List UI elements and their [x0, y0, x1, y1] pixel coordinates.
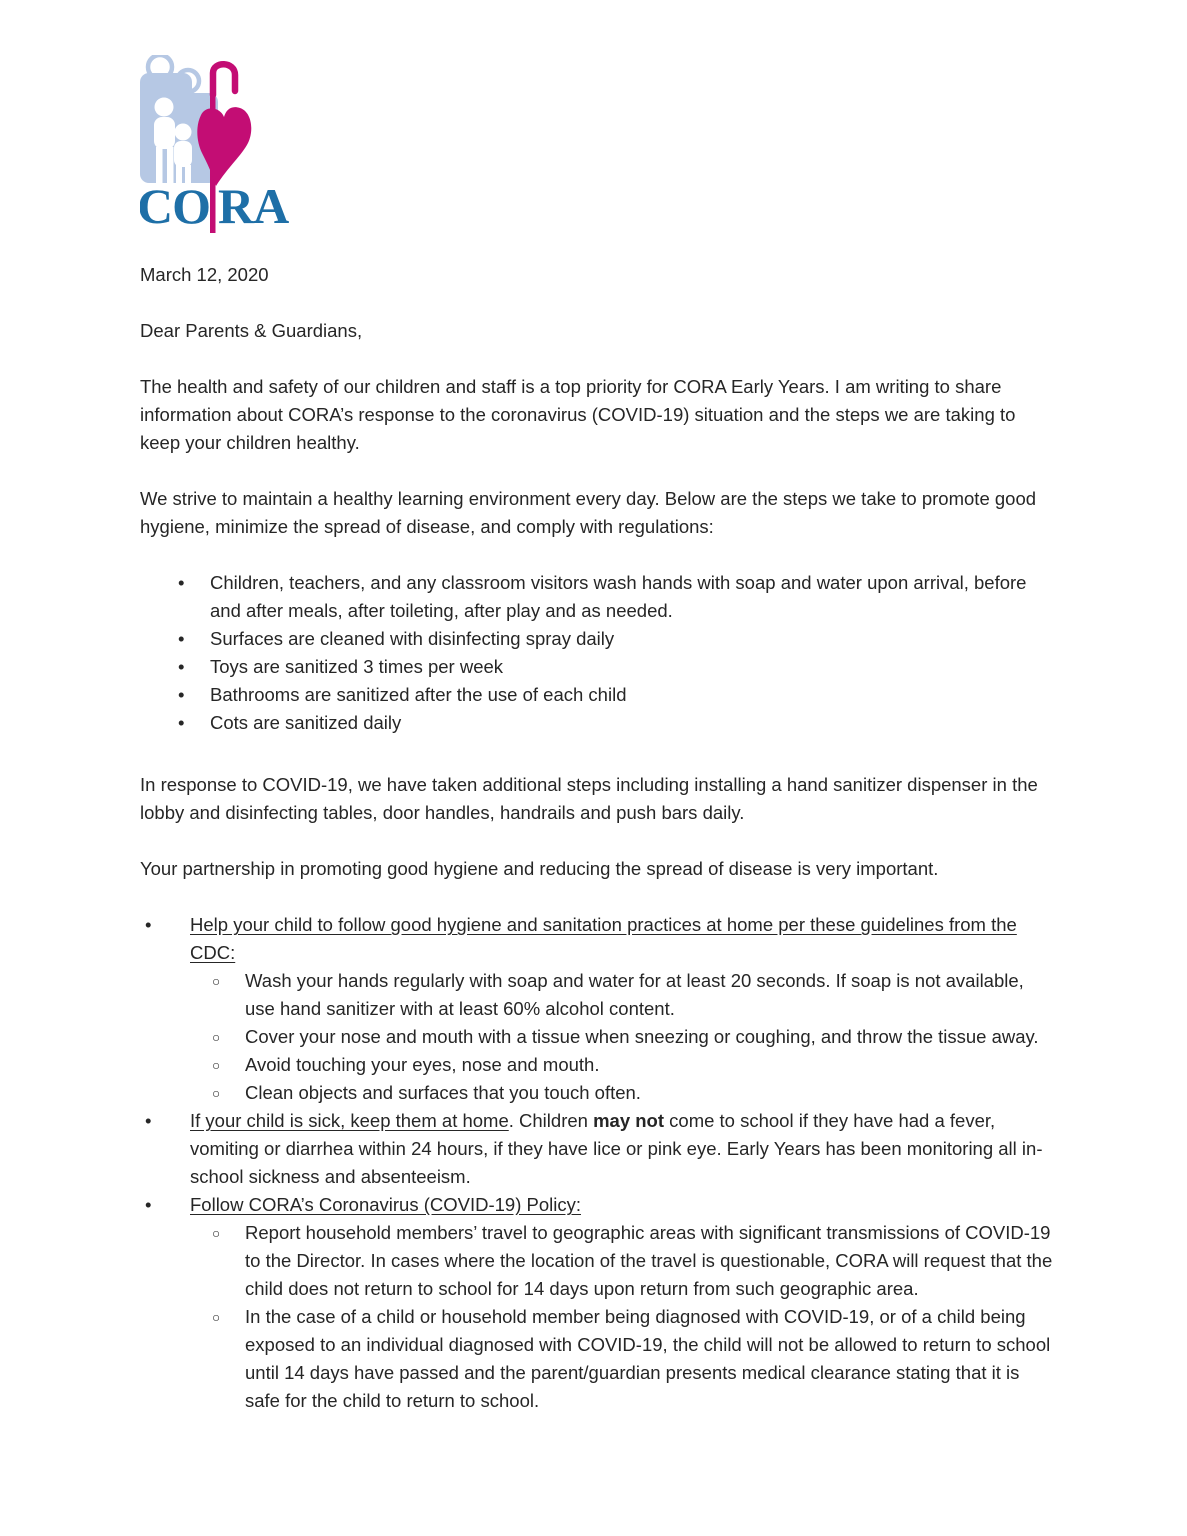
hygiene-step-item: • Toys are sanitized 3 times per week — [210, 653, 1058, 681]
sick-policy-mid: . Children — [508, 1110, 594, 1131]
covid-policy-sublist — [190, 1219, 1058, 1415]
covid-policy-subitem: ○ In the case of a child or household member being diagnosed with COVID-19, or of a child being exposed to an individual diagnosed with COVID-19, the child will not be allowed to return to school until 14 days have passed and the parent/guardian presents medical clearance stating that it is safe for the child to return to school. — [245, 1303, 1058, 1415]
hygiene-intro-paragraph: We strive to maintain a healthy learning environment every day. Below are the steps we take to promote good hygiene, minimize the spread of disease, and comply with regulations: — [140, 488, 1037, 537]
covid-policy-item — [190, 1191, 1058, 1415]
cdc-guideline-subitem: ○ Avoid touching your eyes, nose and mouth. — [245, 1051, 1058, 1079]
cdc-guidelines-sublist — [190, 967, 1058, 1107]
cora-logo-graphic — [140, 55, 290, 240]
cdc-guidelines-heading: Help your child to follow good hygiene and sanitation practices at home per these guidelines from the CDC: — [190, 914, 1017, 963]
sick-policy-bold: may not — [593, 1110, 665, 1131]
parent-guidelines-list — [140, 911, 1058, 1415]
letter-content — [140, 55, 1058, 1415]
hygiene-step-item: • Cots are sanitized daily — [210, 709, 1058, 737]
cdc-guideline-subitem: ○ Wash your hands regularly with soap and water for at least 20 seconds. If soap is not available, use hand sanitizer with at least 60% alcohol content. — [245, 967, 1058, 1023]
wordmark-ra: RA — [218, 178, 289, 234]
intro-paragraph: The health and safety of our children and staff is a top priority for CORA Early Years. I am writing to share information about CORA’s response to the coronavirus (COVID-19) situation and the steps we are taking to keep your children healthy. — [140, 376, 1016, 453]
covid-policy-heading: Follow CORA’s Coronavirus (COVID-19) Policy: — [190, 1194, 581, 1215]
cora-logo — [140, 55, 1058, 245]
cdc-guideline-subitem: ○ Clean objects and surfaces that you touch often. — [245, 1079, 1058, 1107]
hygiene-step-item: • Surfaces are cleaned with disinfecting spray daily — [210, 625, 1058, 653]
cdc-guidelines-item — [190, 911, 1058, 1107]
cdc-guideline-subitem: ○ Cover your nose and mouth with a tissue when sneezing or coughing, and throw the tissue away. — [245, 1023, 1058, 1051]
sick-policy-item — [190, 1107, 1058, 1191]
salutation: Dear Parents & Guardians, — [140, 320, 363, 341]
partnership-paragraph: Your partnership in promoting good hygiene and reducing the spread of disease is very important. — [140, 858, 939, 879]
wordmark-co: CO — [140, 178, 210, 234]
sick-policy-lead: If your child is sick, keep them at home — [190, 1110, 509, 1131]
covid-response-paragraph: In response to COVID-19, we have taken additional steps including installing a hand sanitizer dispenser in the lobby and disinfecting tables, door handles, handrails and push bars daily. — [140, 774, 1038, 823]
hygiene-steps-list — [140, 569, 1058, 737]
hygiene-step-item: • Bathrooms are sanitized after the use of each child — [210, 681, 1058, 709]
letter-date: March 12, 2020 — [140, 264, 269, 285]
hygiene-step-item: • Children, teachers, and any classroom visitors wash hands with soap and water upon arrival, before and after meals, after toileting, after play and as needed. — [210, 569, 1058, 625]
covid-policy-subitem: ○ Report household members’ travel to geographic areas with significant transmissions of COVID-19 to the Director. In cases where the location of the travel is questionable, CORA will request that the child does not return to school for 14 days upon return from such geographic area. — [245, 1219, 1058, 1303]
sick-policy-rest: come to school if they have had a fever, vomiting or diarrhea within 24 hours, if they have lice or pink eye. Early Years has been monitoring all in-school sickness and absenteeism. — [190, 1110, 1043, 1187]
